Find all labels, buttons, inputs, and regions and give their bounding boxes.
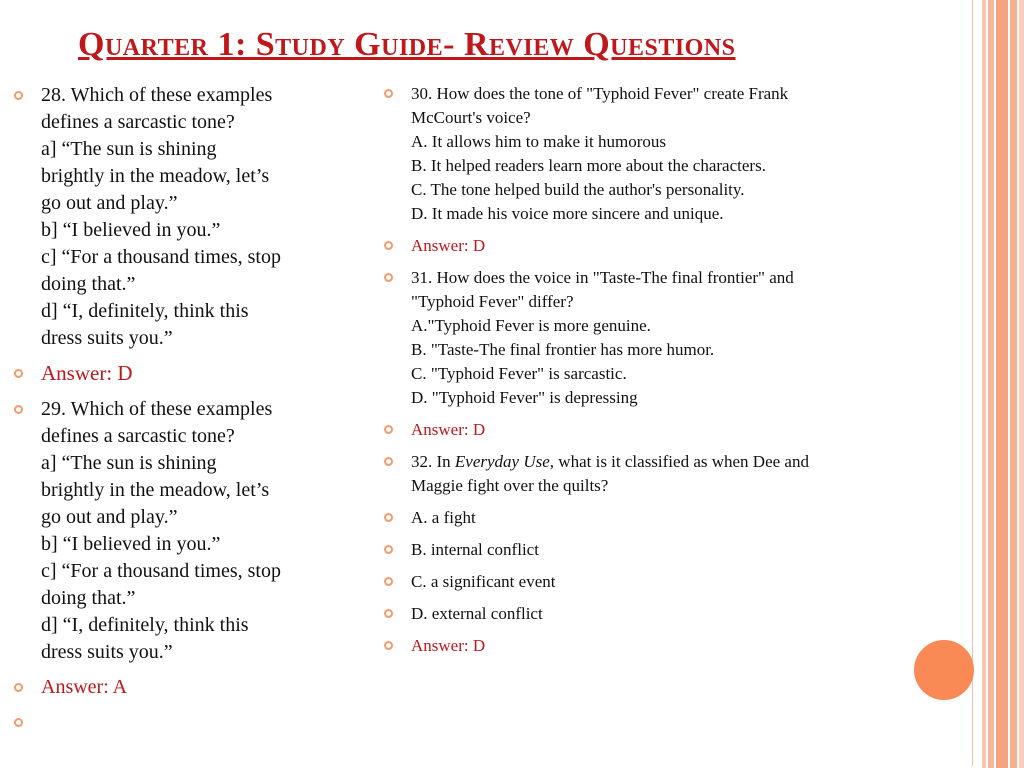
decorative-stripes xyxy=(974,0,1024,768)
question-32: 32. In Everyday Use, what is it classified as when Dee and Maggie fight over the quilts? xyxy=(384,450,944,498)
answer-32: Answer: D xyxy=(384,634,944,658)
answer-28: Answer: D xyxy=(14,360,364,388)
option-a: A. a fight xyxy=(384,506,944,530)
bullet-icon xyxy=(14,718,23,727)
bullet-icon xyxy=(384,513,393,522)
empty-bullet-item xyxy=(14,709,364,736)
left-column xyxy=(14,82,364,744)
bullet-icon xyxy=(384,89,393,98)
slide-title: Quarter 1: Study Guide- Review Questions xyxy=(78,26,736,63)
bullet-icon xyxy=(384,609,393,618)
bullet-icon xyxy=(14,369,23,378)
right-column xyxy=(384,82,944,666)
bullet-icon xyxy=(384,425,393,434)
bullet-icon xyxy=(14,91,23,100)
bullet-icon xyxy=(384,241,393,250)
answer-29: Answer: A xyxy=(14,674,364,701)
answer-31: Answer: D xyxy=(384,418,944,442)
option-c: C. a significant event xyxy=(384,570,944,594)
bullet-icon xyxy=(14,405,23,414)
bullet-icon xyxy=(384,457,393,466)
bullet-icon xyxy=(14,683,23,692)
option-d: D. external conflict xyxy=(384,602,944,626)
option-b: B. internal conflict xyxy=(384,538,944,562)
bullet-icon xyxy=(384,545,393,554)
answer-30: Answer: D xyxy=(384,234,944,258)
bullet-icon xyxy=(384,273,393,282)
question-31: 31. How does the voice in "Taste-The final frontier" and "Typhoid Fever" differ? A."Typhoid Fever is more genuine. B. "Taste-The final frontier has more humor. C. "Typhoid Fever" is sarcastic. D. "Typhoid Fever" is depressing xyxy=(384,266,944,410)
bullet-icon xyxy=(384,577,393,586)
question-29: 29. Which of these examples defines a sarcastic tone? a] “The sun is shining brightly in the meadow, let’s go out and play.” b] “I believed in you.” c] “For a thousand times, stop doing that.” d] “I, definitely, think this dress suits you.” xyxy=(14,396,364,666)
question-28: 28. Which of these examples defines a sarcastic tone? a] “The sun is shining brightly in the meadow, let’s go out and play.” b] “I believed in you.” c] “For a thousand times, stop doing that.” d] “I, definitely, think this dress suits you.” xyxy=(14,82,364,352)
bullet-icon xyxy=(384,641,393,650)
question-30: 30. How does the tone of "Typhoid Fever" create Frank McCourt's voice? A. It allows him to make it humorous B. It helped readers learn more about the characters. C. The tone helped build the author's personality. D. It made his voice more sincere and unique. xyxy=(384,82,944,226)
